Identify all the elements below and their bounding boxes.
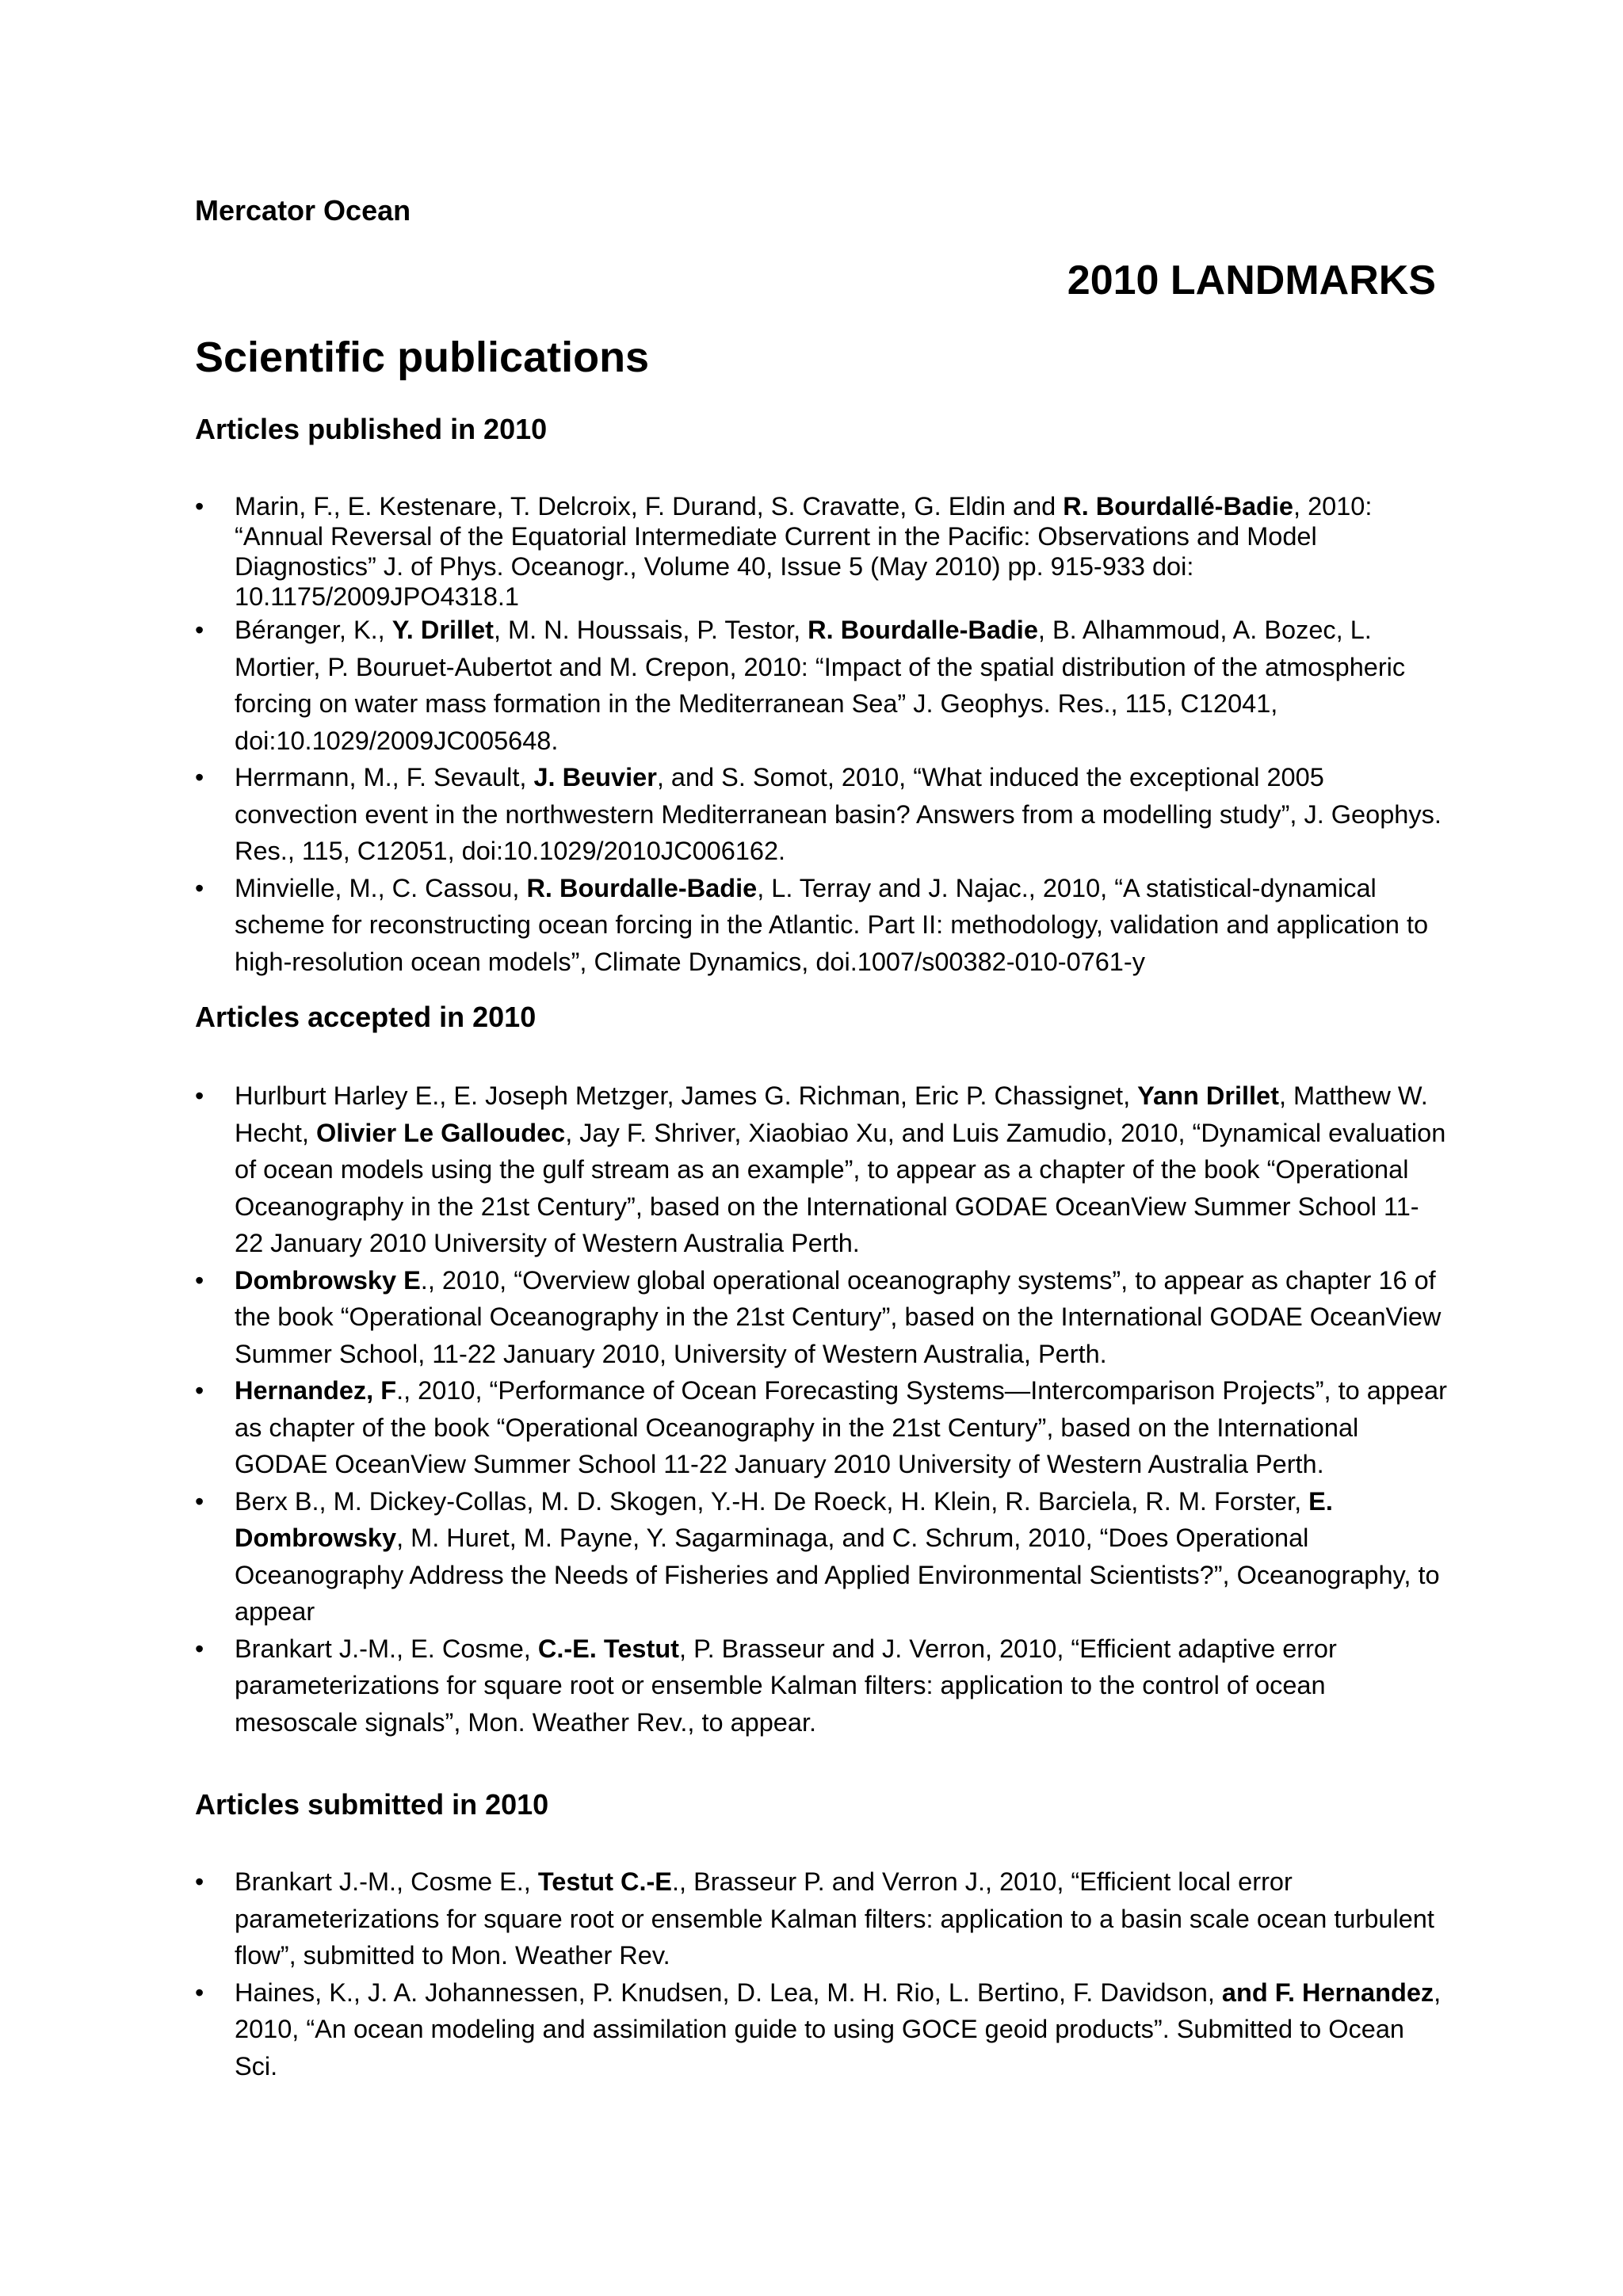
reference-text: , M. Huret, M. Payne, Y. Sagarminaga, and C. Schrum, 2010, “Does Operational Oceanography Address the Needs of Fisheries and Applied Environmental Scientists?”, Oceanography, to appear: [235, 1524, 1440, 1626]
reference-text: Minvielle, M., C. Cassou,: [235, 873, 527, 902]
author-highlight: Testut C.-E: [537, 1867, 672, 1896]
reference-text: Hurlburt Harley E., E. Joseph Metzger, James G. Richman, Eric P. Chassignet,: [235, 1081, 1138, 1110]
reference-text: Brankart J.-M., E. Cosme,: [235, 1634, 538, 1663]
reference-text: Béranger, K.,: [235, 616, 392, 644]
reference-text: Haines, K., J. A. Johannessen, P. Knudsen, D. Lea, M. H. Rio, L. Bertino, F. Davidson,: [235, 1978, 1222, 2007]
section-heading: Articles published in 2010: [195, 413, 548, 445]
reference-text: , B. Alhammoud, A. Bozec, L. Mortier, P. Bouruet-Aubertot and M. Crepon, 2010: “Impact of the spatial distribution of the atmospheric forcing on water mass formation in the Mediterranean Sea” J. Geophys. Res., 115, C12041, doi:10.1029/2009JC005648.: [235, 616, 1406, 755]
reference-text: , M. N. Houssais, P. Testor,: [493, 616, 808, 644]
reference-text: , P. Brasseur and J. Verron, 2010, “Efficient adaptive error parameterizations for square root or ensemble Kalman filters: application to the control of ocean mesoscale signals”, Mon. Weather Rev., to appear.: [235, 1634, 1337, 1737]
section-submitted: [195, 1787, 1447, 2084]
author-highlight: R. Bourdalle-Badie: [526, 873, 758, 902]
section-heading: Articles accepted in 2010: [195, 1001, 537, 1033]
author-highlight: E. Dombrowsky: [235, 1486, 1333, 1552]
reference-text: Marin, F., E. Kestenare, T. Delcroix, F. Durand, S. Cravatte, G. Eldin and: [235, 492, 1064, 521]
publication-list: [195, 1863, 1447, 2084]
reference-text: , and S. Somot, 2010, “What induced the exceptional 2005 convection event in the northwestern Mediterranean basin? Answers from a modelling study”, J. Geophys. Res., 115, C12051, doi:10.1029/2010JC006162.: [235, 763, 1442, 865]
reference-text: , L. Terray and J. Najac., 2010, “A statistical-dynamical scheme for reconstructing ocean forcing in the Atlantic. Part II: methodology, validation and application to high-resolution ocean models”, Climate Dynamics, doi.1007/s00382-010-0761-y: [235, 873, 1429, 976]
author-highlight: Dombrowsky E: [235, 1265, 421, 1295]
reference-item: [195, 1483, 1447, 1630]
reference-text: , 2010, “An ocean modeling and assimilation guide to using GOCE geoid products”. Submitted to Ocean Sci.: [235, 1978, 1442, 2081]
author-highlight: C.-E. Testut: [537, 1634, 680, 1663]
author-highlight: Olivier Le Galloudec: [315, 1118, 566, 1147]
author-highlight: Yann Drillet: [1137, 1081, 1279, 1110]
publication-list: [195, 491, 1447, 980]
reference-text: Brankart J.-M., Cosme E.,: [235, 1867, 538, 1896]
author-highlight: R. Bourdalle-Badie: [808, 616, 1038, 644]
author-highlight: J. Beuvier: [533, 763, 657, 791]
reference-text: , Matthew W. Hecht,: [235, 1081, 1428, 1147]
author-highlight: Hernandez, F: [235, 1376, 397, 1405]
reference-item: [195, 491, 1447, 612]
reference-item: [195, 759, 1447, 870]
landmarks-title: 2010 LANDMARKS: [1067, 257, 1436, 303]
section-published: [195, 412, 1447, 980]
section-accepted: [195, 1000, 1447, 1741]
reference-item: [195, 1262, 1447, 1373]
reference-text: Berx B., M. Dickey-Collas, M. D. Skogen, Y.-H. De Roeck, H. Klein, R. Barciela, R. M. Forster,: [235, 1486, 1309, 1516]
reference-text: , Jay F. Shriver, Xiaobiao Xu, and Luis Zamudio, 2010, “Dynamical evaluation of ocean models using the gulf stream as an example”, to appear as a chapter of the book “Operational Oceanography in the 21st Century”, based on the International GODAE OceanView Summer School 11-22 January 2010 University of Western Australia Perth.: [235, 1118, 1446, 1257]
reference-text: Herrmann, M., F. Sevault,: [235, 763, 534, 791]
page-title: Scientific publications: [195, 334, 650, 381]
author-highlight: R. Bourdallé-Badie: [1063, 492, 1294, 521]
reference-item: [195, 612, 1447, 759]
reference-item: [195, 1974, 1447, 2085]
reference-text: ., 2010, “Performance of Ocean Forecasting Systems—Intercomparison Projects”, to appear as chapter of the book “Operational Oceanography in the 21st Century”, based on the International GODAE OceanView Summer School 11-22 January 2010 University of Western Australia Perth.: [235, 1376, 1447, 1478]
section-heading: Articles submitted in 2010: [195, 1788, 549, 1821]
reference-item: [195, 1077, 1447, 1262]
author-highlight: Y. Drillet: [391, 616, 494, 644]
author-highlight: and F. Hernandez: [1221, 1978, 1434, 2007]
reference-text: ., Brasseur P. and Verron J., 2010, “Efficient local error parameterizations for square root or ensemble Kalman filters: application to a basin scale ocean turbulent flow”, submitted to Mon. Weather Rev.: [235, 1867, 1434, 1970]
reference-text: , 2010: “Annual Reversal of the Equatorial Intermediate Current in the Pacific: Observations and Model Diagnostics” J. of Phys. Oceanogr., Volume 40, Issue 5 (May 2010) pp. 915-933 doi: 10.1175/2009JPO4318.1: [235, 492, 1373, 611]
reference-item: [195, 870, 1447, 981]
reference-item: [195, 1863, 1447, 1974]
reference-item: [195, 1630, 1447, 1741]
organization-name: Mercator Ocean: [195, 194, 411, 227]
publication-list: [195, 1077, 1447, 1741]
reference-text: ., 2010, “Overview global operational oceanography systems”, to appear as chapter 16 of the book “Operational Oceanography in the 21st Century”, based on the International GODAE OceanView Summer School, 11-22 January 2010, University of Western Australia, Perth.: [235, 1265, 1442, 1368]
reference-item: [195, 1372, 1447, 1483]
